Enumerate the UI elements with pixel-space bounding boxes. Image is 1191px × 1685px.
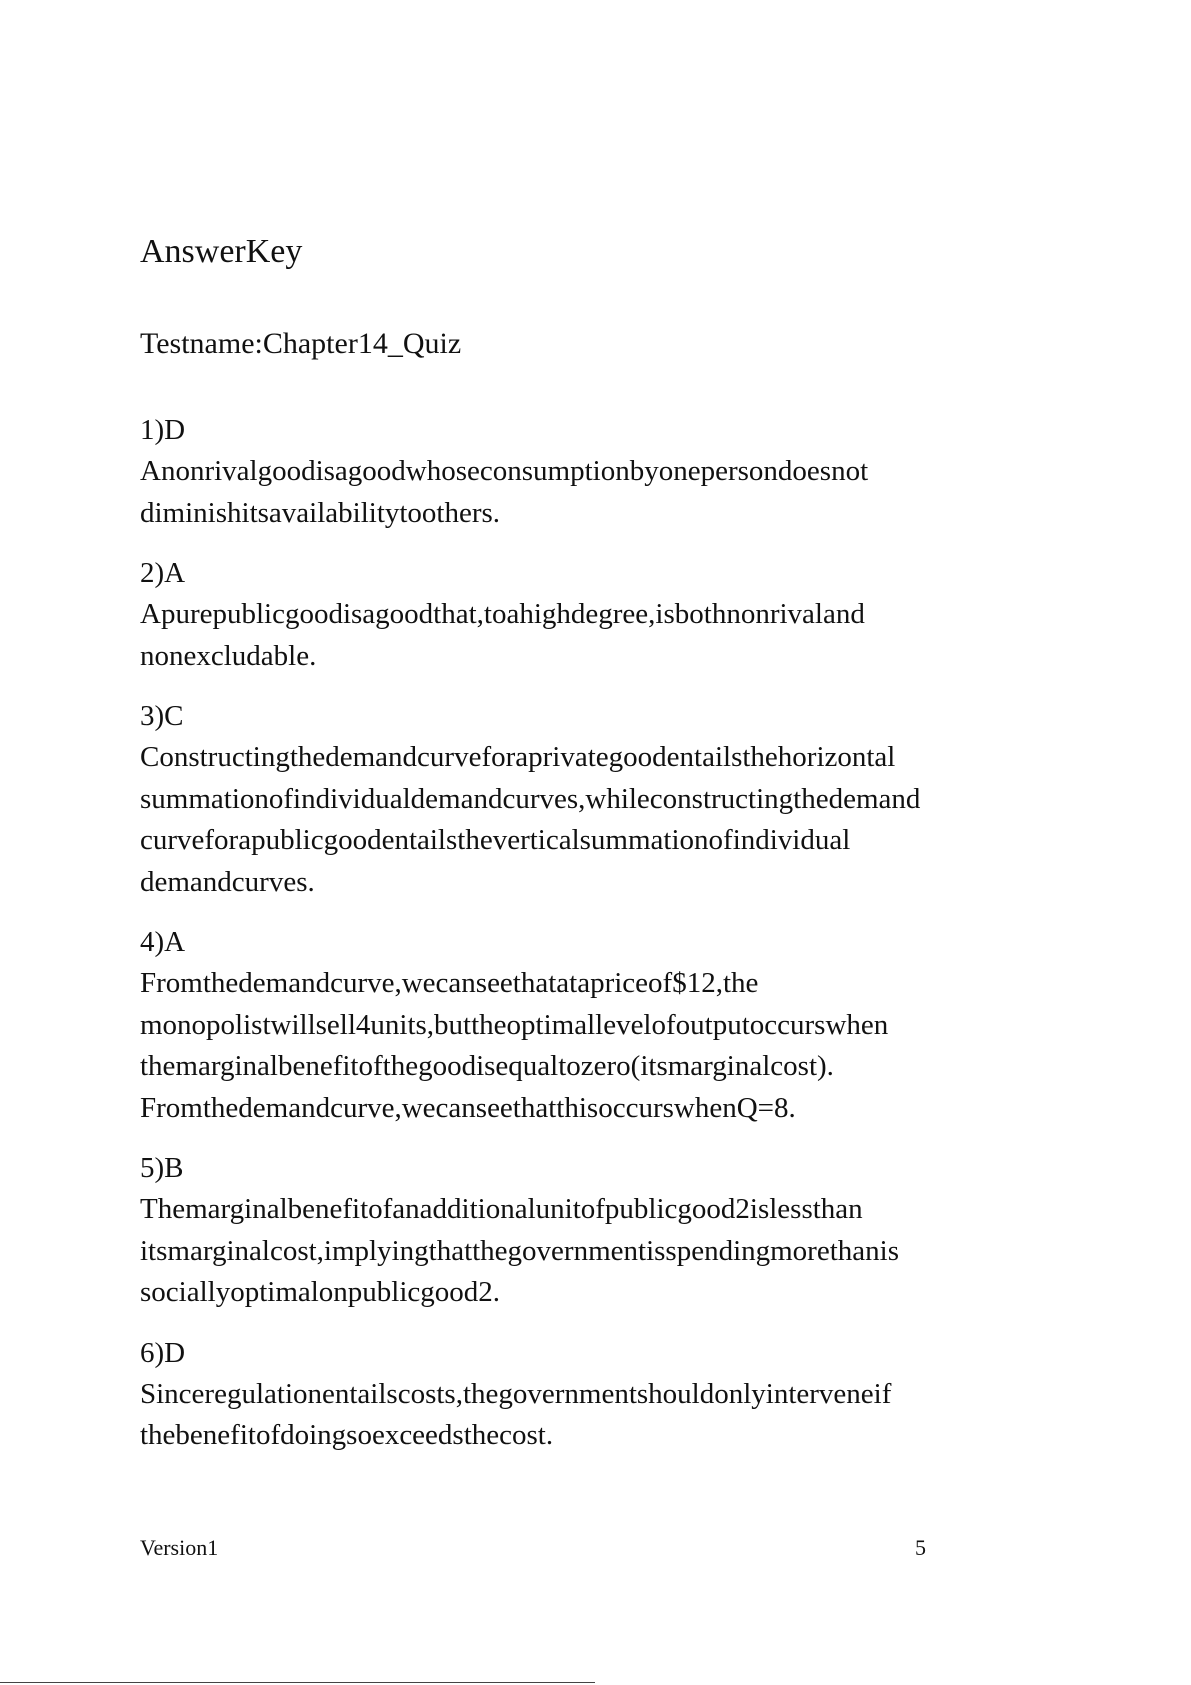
answer-key: 4)A bbox=[140, 926, 186, 958]
answer-key: 3)C bbox=[140, 700, 184, 732]
explanation-line: monopolistwillsell4units,buttheoptimallevelofoutputoccurswhen bbox=[140, 1008, 889, 1041]
footer-version: Version1 bbox=[140, 1535, 219, 1560]
explanation-line: diminishitsavailabilitytoothers. bbox=[140, 496, 501, 529]
explanation-line: Themarginalbenefitofanadditionalunitofpublicgood2islessthan bbox=[140, 1193, 863, 1225]
answer-item-5 bbox=[140, 1148, 1140, 1314]
answer-item-3 bbox=[140, 696, 1140, 903]
explanation-line: sociallyoptimalonpublicgood2. bbox=[140, 1276, 501, 1308]
answer-key: 1)D bbox=[140, 414, 186, 446]
answer-key: 6)D bbox=[140, 1336, 186, 1369]
explanation-line: nonexcludable. bbox=[140, 639, 317, 672]
answer-key: 2)A bbox=[140, 557, 186, 589]
explanation-line: summationofindividualdemandcurves,whileconstructingthedemand bbox=[140, 782, 921, 815]
explanation-line: Fromthedemandcurve,wecanseethatthisoccurswhenQ=8. bbox=[140, 1091, 796, 1124]
answer-list bbox=[140, 410, 1140, 1476]
explanation-line: thebenefitofdoingsoexceedsthecost. bbox=[140, 1419, 554, 1451]
answer-item-6 bbox=[140, 1333, 1140, 1457]
explanation-line: Constructingthedemandcurveforaprivategoodentailsthehorizontal bbox=[140, 741, 896, 773]
explanation-line: curveforapublicgoodentailstheverticalsummationofindividual bbox=[140, 824, 851, 856]
explanation-line: Sinceregulationentailscosts,thegovernmentshouldonlyinterveneif bbox=[140, 1377, 892, 1410]
bottom-rule bbox=[0, 1682, 595, 1683]
answer-item-2 bbox=[140, 553, 1140, 677]
test-name: Testname:Chapter14_Quiz bbox=[140, 327, 462, 360]
explanation-line: themarginalbenefitofthegoodisequaltozero(itsmarginalcost). bbox=[140, 1050, 834, 1082]
explanation-line: Apurepublicgoodisagoodthat,toahighdegree,isbothnonrivaland bbox=[140, 598, 865, 630]
explanation-line: Fromthedemandcurve,wecanseethatatapriceof$12,the bbox=[140, 967, 759, 999]
page-title: AnswerKey bbox=[140, 233, 303, 270]
explanation-line: demandcurves. bbox=[140, 865, 315, 898]
answer-key: 5)B bbox=[140, 1152, 184, 1184]
explanation-line: itsmarginalcost,implyingthatthegovernmentisspendingmorethanis bbox=[140, 1234, 899, 1267]
footer-page-number: 5 bbox=[915, 1535, 926, 1560]
answer-item-1 bbox=[140, 410, 1140, 534]
explanation-line: Anonrivalgoodisagoodwhoseconsumptionbyonepersondoesnot bbox=[140, 455, 869, 487]
answer-item-4 bbox=[140, 922, 1140, 1129]
